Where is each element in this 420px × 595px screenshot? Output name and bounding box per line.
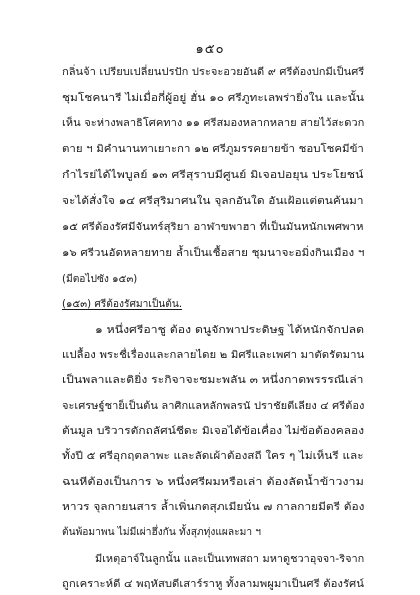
text-line: แปลื้อง พระชื่เรื่องและกลายไดย ๒ มิศรีและเพศา มาตัดรัตมาน [62, 350, 365, 361]
text-line: (มีตอไปซัง ๑๕๓) [62, 274, 138, 285]
text-line: ๑๖ ศรีวนอัดหลายทาย ล้ำเป็นเชื้อสาย ชุมนาจะอมิ่งกินเมือง ฯ [62, 248, 365, 259]
text-line: กลิ่นจ้า เปรียบเปลี่ยนปรปัก ประจะอวยอันดี ๙ ศรีต้องปกมีเป็นศรี [62, 67, 365, 78]
text-line: ต้นมูล บริวารตักถลัศน์ชีดะ มิเจอได้ข้อเคื่อง ไม่ข้อต้องคลอง [62, 426, 365, 437]
text-line: ต้นพ้อมาพน ไม่มีเผ่าฮึ่งกัน ทั้งสุภทุ่งแผละมา ฯ [62, 527, 262, 538]
text-line: เป็นพลาและดิยิ่ง ระกิจาจะชมะพลัน ๓ หนึ่งกาดพรรรณีเล่า [62, 375, 364, 386]
section-heading: (๑๕๓) ศรีต้องรัศมาเป็นต้น. [62, 299, 183, 310]
text-line: ๑ หนึ่งศรีอาชู ต้อง ดนูจักพาประดิษฐ ได้หนักจักปลด [95, 325, 365, 336]
text-line: จะได้สั่งใจ ๑๔ ศรีสุริมาศนใน จุลกอันใด อันเฝ้อแต่ตนค้นมา [62, 196, 364, 207]
text-line: ๑๕ ศรีต้องรัศมีจันทร์สุริยา อาฬาขพาฮา ที่เป็นมันหนักเพศพาห [62, 222, 364, 233]
text-line: กำไรย่ได้ไพบูลย์ ๑๓ ศรีสุราบมีศูนย์ มิเจอปอยุน ประโยชน์ [62, 170, 364, 181]
text-line: ทั้งปี ๕ ศรีอุกฤตลาพะ และลัดเผ้าต้องสถี ใคร ๆ ไม่เห็นรี และ [62, 451, 364, 462]
text-line: จะเศรษฐ์ชาย็เป็นต้น ลาศิกแลหลักพลรนั ปราชัยตีเลียง ๔ ศรีต้อง [62, 401, 365, 412]
text-line: ถูกเคราะห์ดี ๔ พฤหัสบดีเสาร์ราหู ทั้งลามพผูมาเป็นศรี ต้องรัศน์ [62, 579, 364, 590]
text-line: ตาย ฯ มิคำนานทาเยาะกา ๑๒ ศรีภูมรรคยายข้า ชอบโชคมีข้า [62, 144, 364, 155]
text-line: มีเหตุอาจ์ในลูกนั้น และเป็นเทพสถา มหาดูชวาอุจจา-ริจาก [95, 554, 365, 565]
text-line: ฉนหีต้องเป็นการ ๖ หนึ่งศรีผมหรือเล่า ต้องลัดน้ำข้าวงาม [62, 477, 364, 488]
text-line: หาวร จุลกายนสาร ล้ำเพิ่นกตสุภเมียนั่น ๗ กาลกายมีตรี ต้อง [62, 502, 365, 513]
page-number: ๑๕๐ [195, 42, 225, 57]
text-line: เห็น จะห่างพลาธิโศคทาง ๑๑ ศรีสมองหลากหลาย สายไว้สะดวก [62, 118, 365, 129]
text-line: ชุมโชคนารี ไม่เมื่อกี่ผู้อยู่ ฮั่น ๑๐ ศรีภูทะเลพร่ายิ่งใน และนั้น [62, 93, 364, 104]
